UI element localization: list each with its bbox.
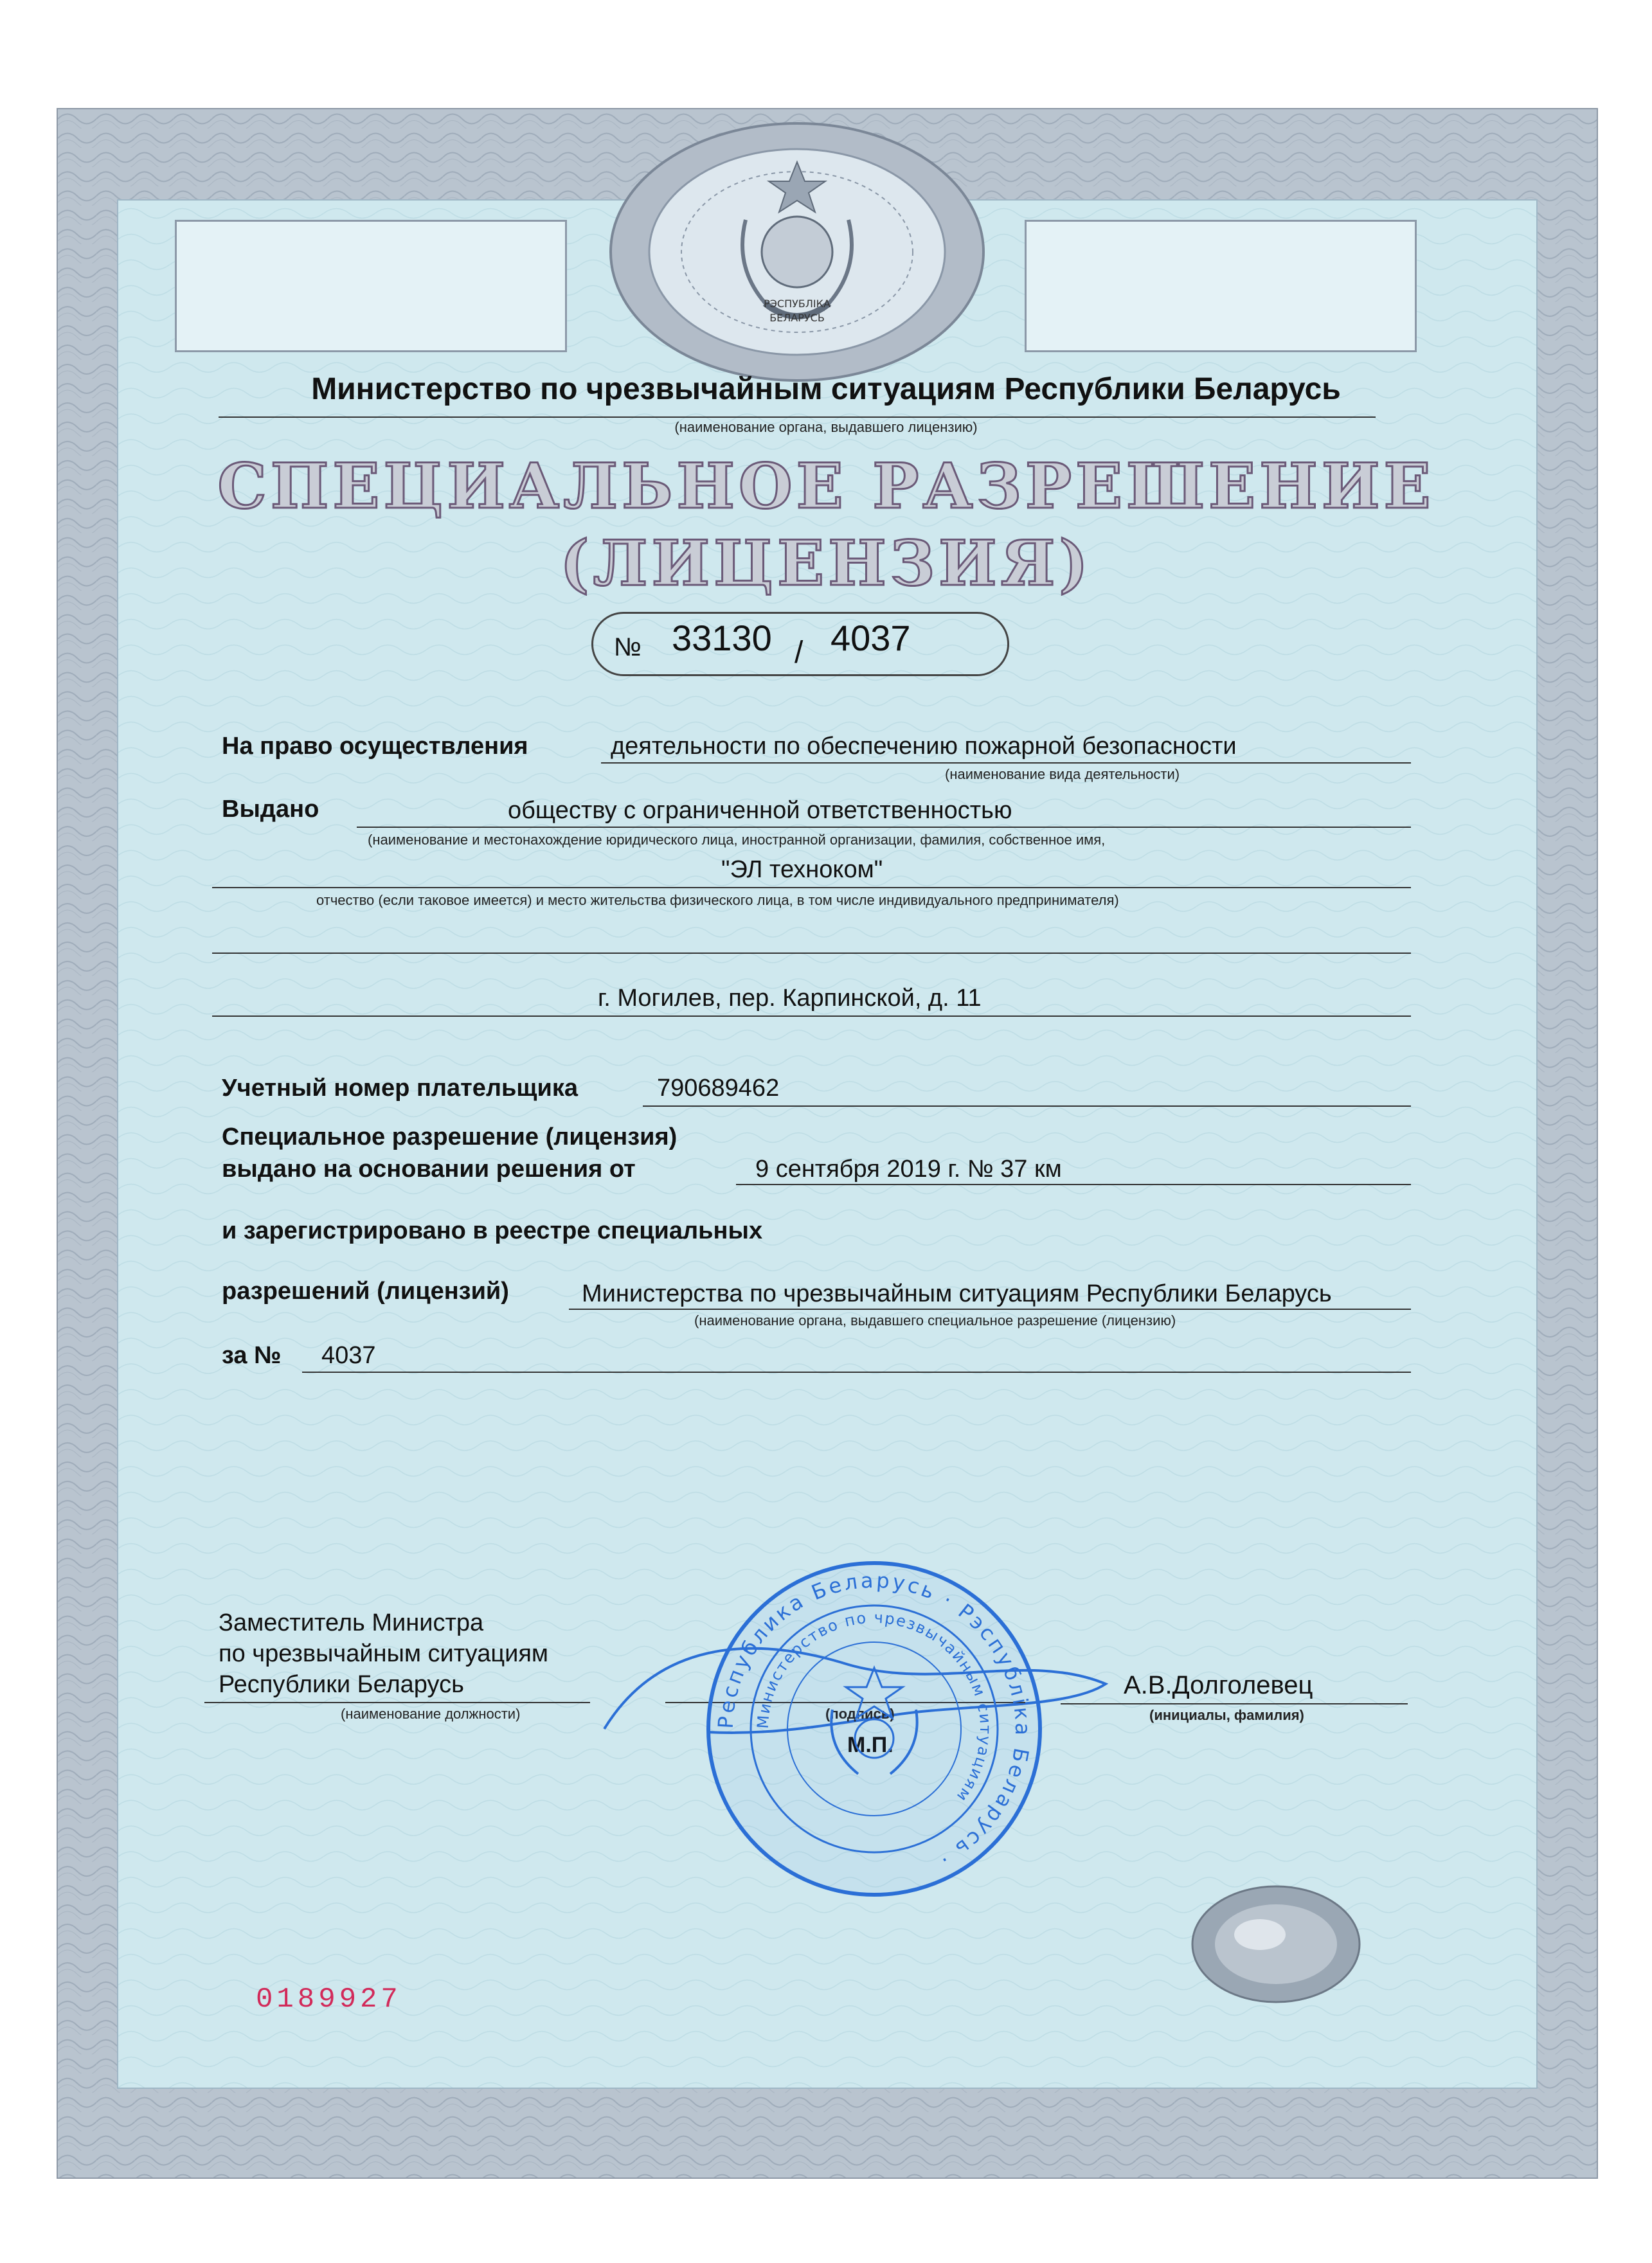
license-number-suffix: 4037	[830, 618, 911, 658]
reg-number-value: 4037	[321, 1342, 376, 1369]
hologram-sticker	[1189, 1883, 1363, 2005]
license-number-prefix: №	[614, 633, 642, 661]
basis-label-line2: выдано на основании решения от	[222, 1156, 636, 1183]
corner-box-right	[1025, 220, 1417, 352]
address-line	[212, 1015, 1411, 1017]
registry-caption: (наименование органа, выдавшего специальное разрешение (лицензию)	[694, 1312, 1176, 1328]
signatory-name: А.В.Долголевец	[1124, 1671, 1313, 1699]
svg-text:Министерство по чрезвычайным с: Министерство по чрезвычайным ситуациям	[753, 1608, 995, 1806]
basis-value: 9 сентября 2019 г. № 37 км	[755, 1156, 1062, 1183]
taxpayer-label: Учетный номер плательщика	[222, 1075, 578, 1102]
position-caption: (наименование должности)	[341, 1706, 521, 1722]
position-line3: Республики Беларусь	[219, 1671, 464, 1698]
issued-to-value: обществу с ограниченной ответственностью	[508, 797, 1012, 824]
signatory-line	[1061, 1703, 1408, 1704]
activity-value: деятельности по обеспечению пожарной безопасности	[611, 733, 1237, 760]
basis-line	[736, 1184, 1411, 1185]
activity-line	[601, 762, 1411, 764]
taxpayer-value: 790689462	[657, 1075, 780, 1102]
state-emblem-icon	[604, 117, 990, 387]
issuing-body: Министерство по чрезвычайным ситуациям Республики Беларусь	[311, 372, 1341, 406]
svg-text:Республика Беларусь · Рэспублі: Республика Беларусь · Рэспубліка Беларусь ·	[713, 1568, 1036, 1874]
taxpayer-line	[643, 1105, 1411, 1107]
reg-number-line	[302, 1372, 1411, 1373]
company-name: "ЭЛ техноком"	[721, 856, 883, 883]
svg-text:РЭСПУБЛІКА: РЭСПУБЛІКА	[764, 298, 830, 310]
official-stamp	[701, 1555, 1048, 1902]
company-name-line	[212, 887, 1411, 888]
signatory-caption: (инициалы, фамилия)	[1149, 1707, 1304, 1723]
activity-caption: (наименование вида деятельности)	[945, 766, 1180, 782]
issuing-body-caption: (наименование органа, выдавшего лицензию)	[674, 419, 978, 435]
registered-label-line1: и зарегистрировано в реестре специальных	[222, 1217, 763, 1244]
registered-label-line2: разрешений (лицензий)	[222, 1278, 509, 1305]
reg-number-label: за №	[222, 1342, 282, 1369]
company-address: г. Могилев, пер. Карпинской, д. 11	[598, 985, 982, 1012]
blank-line	[212, 953, 1411, 954]
document-subtitle: (ЛИЦЕНЗИЯ)	[560, 527, 1092, 600]
corner-box-left	[175, 220, 567, 352]
issued-to-caption: (наименование и местонахождение юридического лица, иностранной организации, фамилия, собственное имя,	[368, 832, 1106, 848]
position-line1: Заместитель Министра	[219, 1609, 484, 1636]
registry-line	[569, 1309, 1411, 1310]
issued-to-label: Выдано	[222, 796, 319, 823]
company-name-caption: отчество (если таковое имеется) и место жительства физического лица, в том числе индивидуального предпринимателя)	[316, 892, 1119, 908]
basis-label-line1: Специальное разрешение (лицензия)	[222, 1123, 678, 1150]
issuing-body-line	[219, 416, 1376, 418]
activity-label: На право осуществления	[222, 733, 528, 760]
license-number-main: 33130	[672, 618, 772, 658]
document-title: СПЕЦИАЛЬНОЕ РАЗРЕШЕНИЕ	[217, 450, 1435, 523]
issued-to-line	[357, 827, 1411, 828]
form-serial-number: 0189927	[256, 1983, 402, 2016]
position-line	[204, 1702, 590, 1703]
registry-value: Министерства по чрезвычайным ситуациям Республики Беларусь	[582, 1280, 1332, 1307]
position-line2: по чрезвычайным ситуациям	[219, 1640, 549, 1667]
svg-text:БЕЛАРУСЬ: БЕЛАРУСЬ	[769, 312, 825, 324]
license-number-separator: /	[795, 636, 804, 670]
